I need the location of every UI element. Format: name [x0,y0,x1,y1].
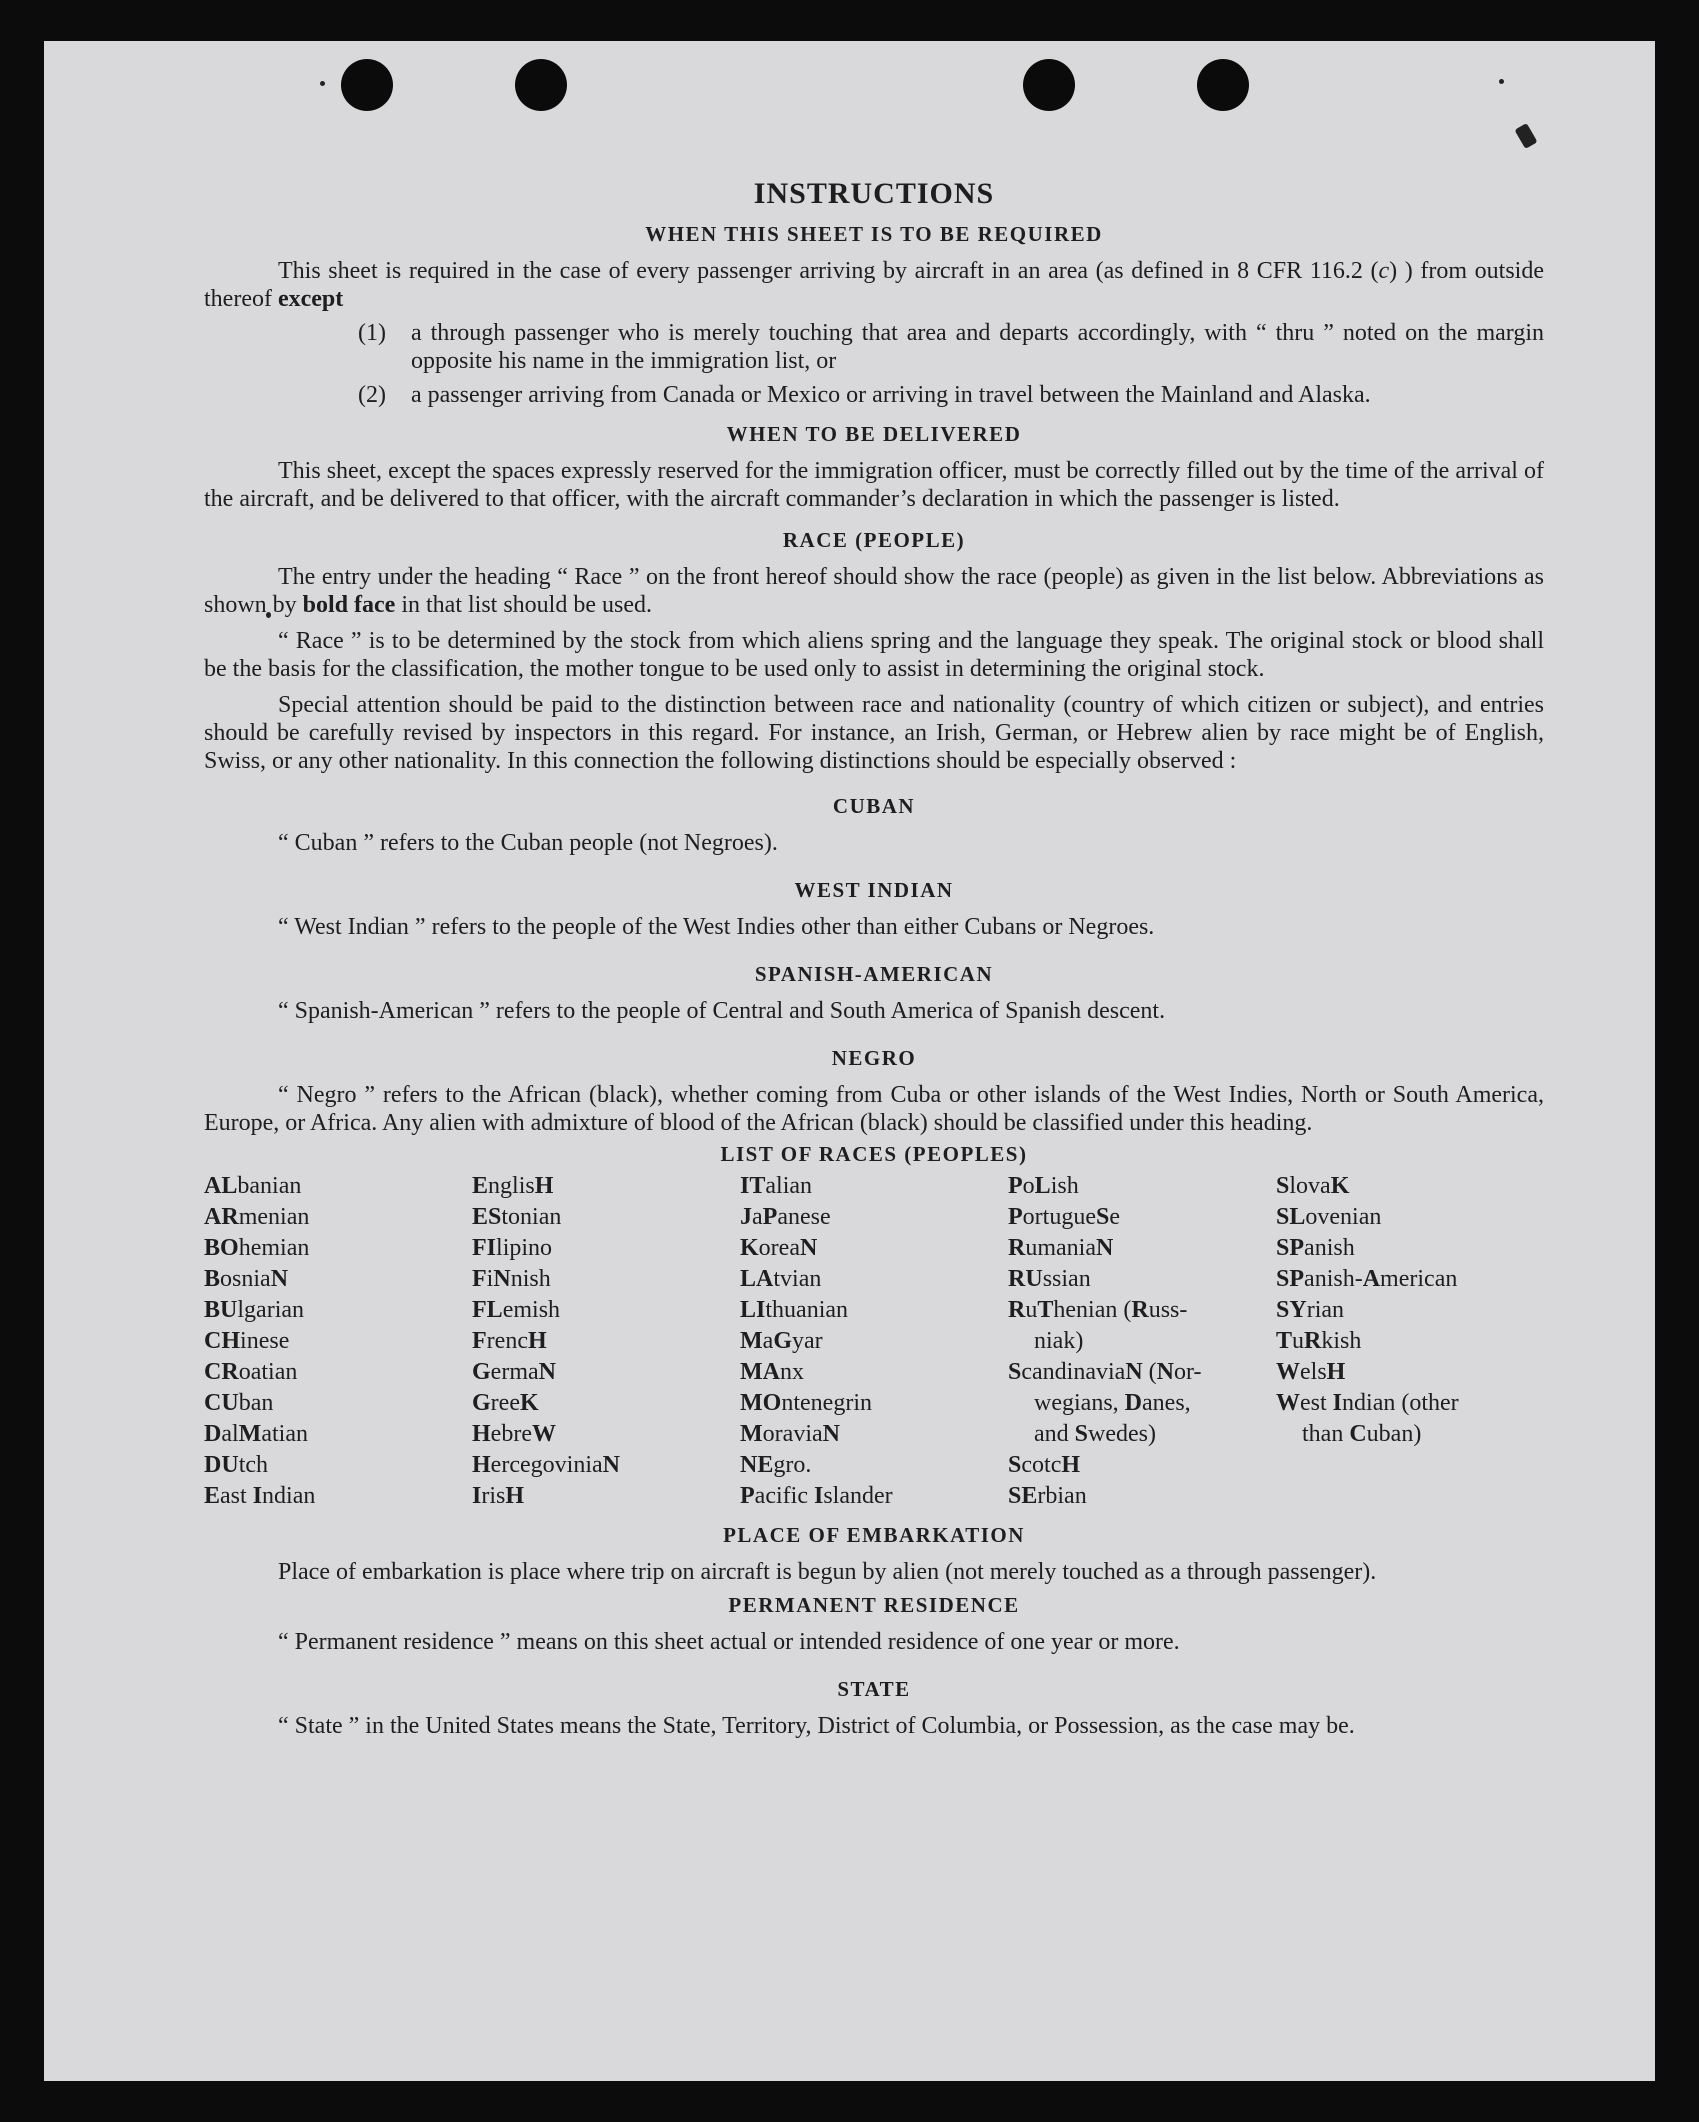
race-column [740,1171,1008,1512]
race-entry: ScotcH [1008,1452,1081,1478]
race-column [472,1171,740,1512]
race-entry: wegians, Danes, [1034,1390,1191,1416]
race-entry: FLemish [472,1297,561,1323]
race-entry: MOntenegrin [740,1390,872,1416]
race-p1-a: The entry under the heading “ Race ” on the front hereof should show the race (people) as given in the list below. Abbreviations as shown by [204,564,1544,618]
intro-text-b: ) ) from outside thereof [204,258,1544,312]
heading-list-of-races: LIST OF RACES (PEOPLES) [720,1142,1028,1166]
race-entry: SPanish-American [1276,1266,1458,1292]
item-text: a through passenger who is merely touching that area and departs accordingly, with “ thru ” noted on the margin opposite his name in the immigration list, or [411,320,1544,374]
instructions-body [204,177,1544,1748]
race-entry: RuThenian (Russ- [1008,1297,1188,1323]
race-entry: LIthuanian [740,1297,849,1323]
race-list [204,1171,1544,1512]
list-item [358,319,1544,375]
intro-text-a: This sheet is required in the case of every passenger arriving by aircraft in an area (as defined in 8 CFR 116.2 ( [278,258,1379,284]
race-entry: IrisH [472,1483,525,1509]
race-entry: ARmenian [204,1204,310,1230]
punch-hole [1023,59,1075,111]
paragraph-spanish-american: “ Spanish-American ” refers to the people of Central and South America of Spanish descent. [278,998,1166,1024]
race-entry: West Indian (other [1276,1390,1459,1416]
race-entry: EnglisH [472,1173,554,1199]
race-entry: NEgro. [740,1452,812,1478]
race-column [1276,1171,1544,1512]
race-entry: JaPanese [740,1204,831,1230]
race-entry: GermaN [472,1359,556,1385]
intro-text-c: c [1378,258,1390,284]
paragraph-negro: “ Negro ” refers to the African (black), whether coming from Cuba or other islands of the West Indies, North or South America, Europe, or Africa. Any alien with admixture of blood of the African (black) should be classified under this heading. [204,1082,1544,1136]
race-entry: CHinese [204,1328,290,1354]
paragraph-west-indian: “ West Indian ” refers to the people of the West Indies other than either Cubans or Negroes. [278,914,1155,940]
race-entry: WelsH [1276,1359,1346,1385]
race-entry: MoraviaN [740,1421,840,1447]
race-entry: SPanish [1276,1235,1355,1261]
race-entry: HebreW [472,1421,556,1447]
paragraph-race-3: Special attention should be paid to the distinction between race and nationality (country of which citizen or subject), and entries should be carefully revised by inspectors in this regard. For instance, an Irish, German, or Hebrew alien by race might be of English, Swiss, or any other nationality. In this connection the following distinctions should be especially observed : [204,692,1544,774]
heading-spanish-american: SPANISH-AMERICAN [754,962,994,986]
race-entry: ITalian [740,1173,813,1199]
punch-hole [1197,59,1249,111]
race-entry: KoreaN [740,1235,818,1261]
race-entry: SlovaK [1276,1173,1350,1199]
item-number: (2) [358,382,386,408]
race-entry: Pacific Islander [740,1483,893,1509]
paragraph-cuban: “ Cuban ” refers to the Cuban people (not Negroes). [278,830,778,856]
heading-when-required: WHEN THIS SHEET IS TO BE REQUIRED [645,222,1103,246]
heading-permanent-residence: PERMANENT RESIDENCE [728,1593,1020,1617]
race-entry: BOhemian [204,1235,310,1261]
race-entry: BUlgarian [204,1297,305,1323]
ink-speck [320,81,325,86]
heading-state: STATE [837,1677,911,1701]
ink-speck [1499,79,1504,84]
race-entry: MAnx [740,1359,804,1385]
race-entry: CUban [204,1390,274,1416]
race-p1-bold: bold face [302,592,396,618]
list-item [358,381,1544,409]
race-entry: PoLish [1008,1173,1079,1199]
paragraph-permanent-residence: “ Permanent residence ” means on this sheet actual or intended residence of one year or more. [278,1629,1180,1655]
race-entry: FiNnish [472,1266,551,1292]
race-entry: SYrian [1276,1297,1345,1323]
page-title: INSTRUCTIONS [753,177,995,210]
race-entry: and Swedes) [1034,1421,1157,1447]
race-entry: SErbian [1008,1483,1087,1509]
paragraph-race-2: “ Race ” is to be determined by the stock from which aliens spring and the language they speak. The original stock or blood shall be the basis for the classification, the mother tongue to be used only to assist in determining the original stock. [204,628,1544,682]
heading-west-indian: WEST INDIAN [794,878,954,902]
race-entry: ScandinaviaN (Nor- [1008,1359,1202,1385]
race-entry: EStonian [472,1204,562,1230]
race-entry: than Cuban) [1302,1421,1422,1447]
heading-cuban: CUBAN [832,794,916,818]
paragraph-race-1 [204,563,1544,619]
race-entry: DUtch [204,1452,269,1478]
race-entry: RUssian [1008,1266,1091,1292]
race-entry: RumaniaN [1008,1235,1114,1261]
paragraph-embarkation: Place of embarkation is place where trip on aircraft is begun by alien (not merely touched as a through passenger). [278,1559,1377,1585]
race-entry: HercegoviniaN [472,1452,620,1478]
race-entry: BosniaN [204,1266,289,1292]
paragraph-when-delivered: This sheet, except the spaces expressly reserved for the immigration officer, must be correctly filled out by the time of the arrival of the aircraft, and be delivered to that officer, with the aircraft commander’s declaration in which the passenger is listed. [204,458,1544,512]
intro-except: except [277,286,344,312]
item-number: (1) [358,320,386,346]
heading-race: RACE (PEOPLE) [782,528,966,552]
race-entry: SLovenian [1276,1204,1382,1230]
race-entry: ALbanian [204,1173,302,1199]
race-column [204,1171,472,1512]
document-sheet [44,41,1655,2081]
punch-hole [341,59,393,111]
race-entry: PortugueSe [1008,1204,1121,1230]
race-entry: LAtvian [740,1266,822,1292]
race-entry: MaGyar [740,1328,823,1354]
race-entry: FIlipino [472,1235,553,1261]
heading-negro: NEGRO [831,1046,917,1070]
race-entry: GreeK [472,1390,539,1416]
race-entry: CRoatian [204,1359,298,1385]
race-entry: TuRkish [1276,1328,1362,1354]
item-text: a passenger arriving from Canada or Mexico or arriving in travel between the Mainland and Alaska. [411,382,1371,408]
heading-embarkation: PLACE OF EMBARKATION [723,1523,1025,1547]
race-entry: FrencH [472,1328,547,1354]
ink-speck [1514,123,1537,149]
race-entry: niak) [1034,1328,1084,1354]
race-entry: DalMatian [204,1421,308,1447]
race-p1-b: in that list should be used. [395,592,652,618]
heading-when-delivered: WHEN TO BE DELIVERED [726,422,1022,446]
punch-hole [515,59,567,111]
race-entry: East Indian [204,1483,316,1509]
paragraph-state: “ State ” in the United States means the State, Territory, District of Columbia, or Possession, as the case may be. [278,1713,1355,1739]
race-column [1008,1171,1276,1512]
paragraph-when-required [204,257,1544,313]
